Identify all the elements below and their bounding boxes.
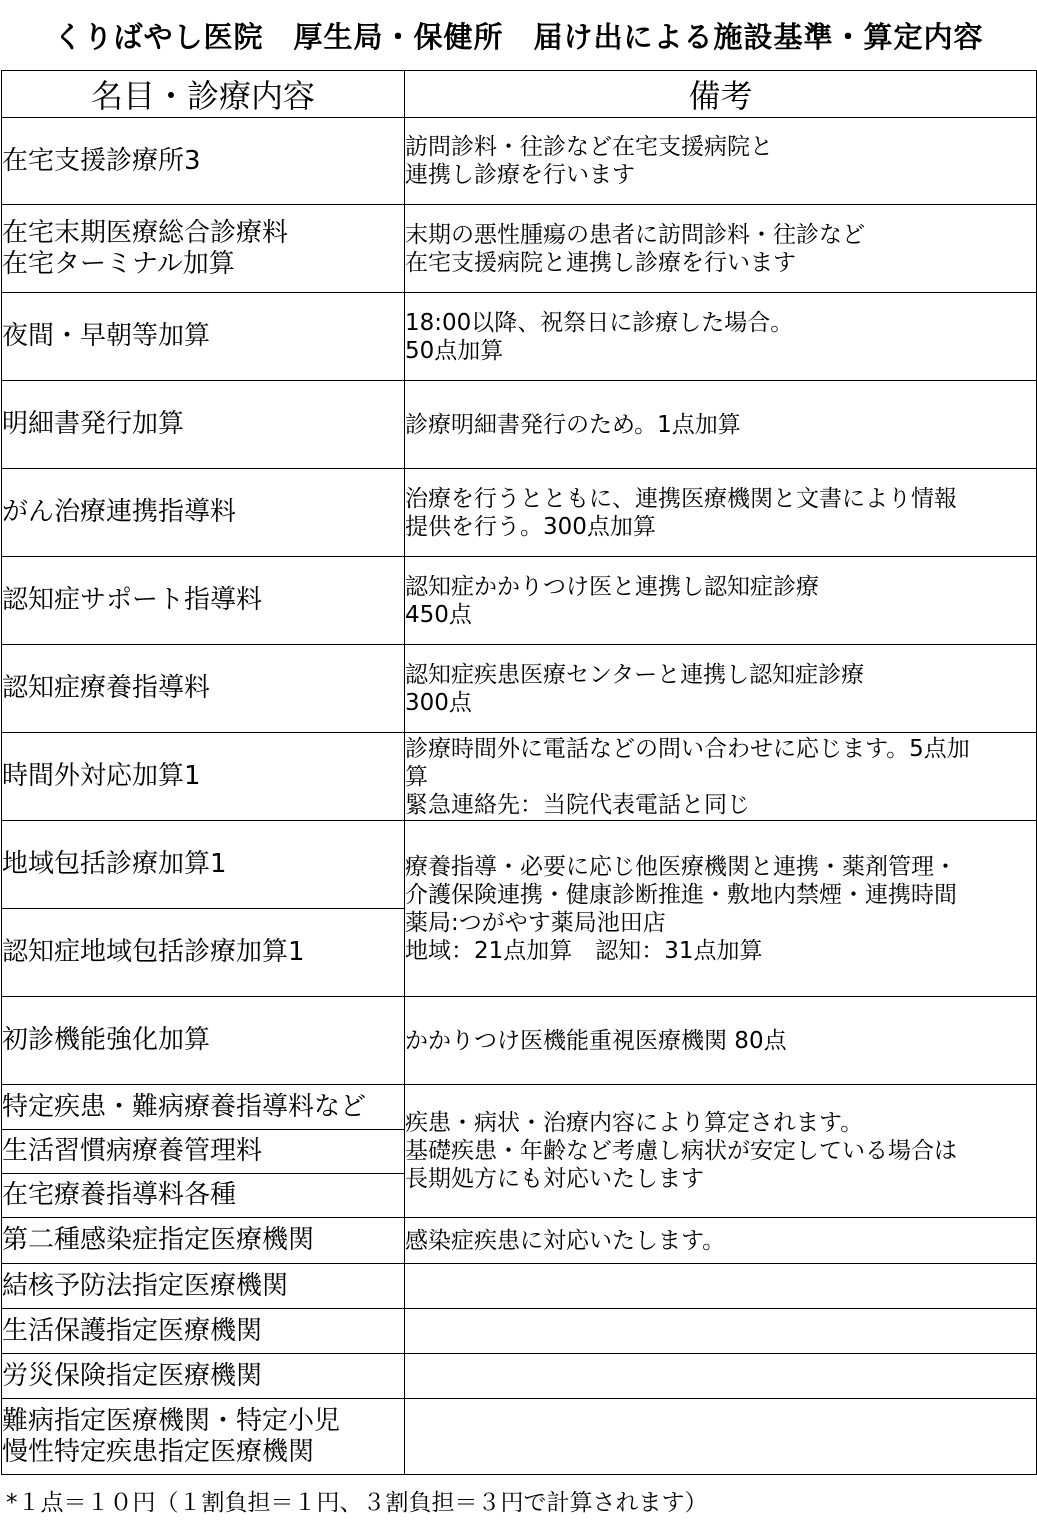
table-row — [2, 118, 1037, 205]
item-name — [2, 293, 405, 381]
item-name — [2, 821, 405, 909]
remarks-line: 診療明細書発行のため。1点加算 — [405, 411, 741, 438]
table-row — [2, 469, 1037, 557]
item-remarks — [405, 1309, 1037, 1354]
table-row — [2, 293, 1037, 381]
item-remarks — [405, 381, 1037, 469]
item-name-line: 労災保険指定医療機関 — [2, 1360, 263, 1391]
item-name — [2, 1354, 405, 1399]
remarks-line: 診療時間外に電話などの問い合わせに応じます。5点加 — [405, 735, 970, 762]
table-row — [2, 205, 1037, 293]
remarks-line: 地域：21点加算 認知：31点加算 — [405, 937, 763, 964]
item-remarks — [405, 118, 1037, 205]
item-name-line: 生活習慣病療養管理料 — [2, 1136, 263, 1166]
item-name — [2, 205, 405, 293]
item-name — [2, 1309, 405, 1354]
remarks-line: 介護保険連携・健康診断推進・敷地内禁煙・連携時間 — [405, 881, 957, 908]
table-row — [2, 1399, 1037, 1475]
item-name-line: 認知症サポート指導料 — [2, 585, 263, 615]
column-header-remarks: 備考 — [405, 71, 1037, 118]
remarks-line: 18:00以降、祝祭日に診療した場合。 — [405, 309, 794, 336]
table-row — [2, 997, 1037, 1085]
item-name-line: 特定疾患・難病療養指導料など — [2, 1091, 367, 1122]
item-name — [2, 733, 405, 821]
remarks-line: 緊急連絡先：当院代表電話と同じ — [405, 791, 750, 818]
remarks-line: 感染症疾患に対応いたします。 — [405, 1227, 726, 1254]
item-name-line: 第二種感染症指定医療機関 — [2, 1225, 315, 1255]
item-remarks — [405, 1264, 1037, 1309]
remarks-line: 基礎疾患・年齢など考慮し病状が安定している場合は — [405, 1138, 957, 1164]
item-remarks — [405, 997, 1037, 1085]
table-row — [2, 557, 1037, 645]
remarks-line: 提供を行う。300点加算 — [405, 513, 656, 540]
item-remarks — [405, 1218, 1037, 1264]
table-row — [2, 821, 1037, 909]
item-name — [2, 1174, 405, 1218]
table-row — [2, 1354, 1037, 1399]
remarks-line: かかりつけ医機能重視医療機関 80点 — [405, 1027, 787, 1054]
item-name — [2, 118, 405, 205]
table-row — [2, 1309, 1037, 1354]
remarks-line: 療養指導・必要に応じ他医療機関と連携・薬剤管理・ — [405, 853, 957, 880]
item-name — [2, 557, 405, 645]
remarks-line: 疾患・病状・治療内容により算定されます。 — [405, 1110, 864, 1136]
table-row — [2, 1264, 1037, 1309]
item-remarks — [405, 1399, 1037, 1475]
item-name-line: 結核予防法指定医療機関 — [2, 1270, 289, 1301]
item-name — [2, 1264, 405, 1309]
item-name — [2, 1130, 405, 1174]
item-name-line: 夜間・早朝等加算 — [2, 321, 211, 351]
item-name-line: 在宅ターミナル加算 — [2, 248, 235, 279]
item-remarks — [405, 469, 1037, 557]
item-name-line: 時間外対応加算1 — [2, 761, 201, 791]
item-remarks — [405, 557, 1037, 645]
item-remarks — [405, 1085, 1037, 1218]
remarks-line: 算 — [405, 763, 428, 790]
page-title: くりばやし医院 厚生局・保健所 届け出による施設基準・算定内容 — [53, 19, 984, 54]
item-name-line: 在宅支援診療所3 — [2, 145, 201, 176]
item-name — [2, 381, 405, 469]
remarks-line: 治療を行うとともに、連携医療機関と文書により情報 — [405, 485, 957, 512]
item-remarks — [405, 1354, 1037, 1399]
item-name-line: 在宅療養指導料各種 — [2, 1180, 237, 1210]
remarks-line: 長期処方にも対応いたします — [405, 1166, 704, 1192]
item-name-line: 慢性特定疾患指定医療機関 — [2, 1436, 315, 1467]
table-row — [2, 645, 1037, 733]
table-row — [2, 1085, 1037, 1130]
item-name-line: 在宅末期医療総合診療料 — [2, 217, 289, 248]
item-name — [2, 997, 405, 1085]
item-remarks — [405, 205, 1037, 293]
remarks-line: 450点 — [405, 601, 472, 628]
footnote: *１点＝１０円（１割負担＝１円、３割負担＝３円で計算されます） — [6, 1490, 708, 1516]
item-name — [2, 909, 405, 997]
remarks-line: 薬局:つがやす薬局池田店 — [405, 909, 666, 936]
item-name-line: 難病指定医療機関・特定小児 — [2, 1405, 341, 1436]
item-name-line: 明細書発行加算 — [2, 409, 185, 439]
remarks-line: 認知症かかりつけ医と連携し認知症診療 — [405, 573, 819, 600]
item-remarks — [405, 733, 1037, 821]
table-row — [2, 733, 1037, 821]
item-name — [2, 1218, 405, 1264]
item-name — [2, 1399, 405, 1475]
item-name-line: 認知症療養指導料 — [2, 673, 211, 703]
item-name — [2, 1085, 405, 1130]
table-row — [2, 1218, 1037, 1264]
facility-standards-table — [1, 70, 1037, 1475]
table-row — [2, 381, 1037, 469]
remarks-line: 在宅支援病院と連携し診療を行います — [405, 249, 796, 276]
remarks-line: 50点加算 — [405, 337, 504, 364]
item-name-line: 初診機能強化加算 — [2, 1025, 211, 1055]
remarks-line: 末期の悪性腫瘍の患者に訪問診料・往診など — [405, 221, 865, 248]
remarks-line: 認知症疾患医療センターと連携し認知症診療 — [405, 661, 865, 688]
table-header-row — [2, 71, 1037, 118]
remarks-line: 300点 — [405, 689, 472, 716]
item-name-line: 地域包括診療加算1 — [2, 849, 227, 879]
item-name — [2, 645, 405, 733]
column-header-item: 名目・診療内容 — [2, 71, 405, 118]
remarks-line: 訪問診料・往診など在宅支援病院と — [405, 134, 773, 160]
item-remarks — [405, 293, 1037, 381]
item-remarks — [405, 821, 1037, 997]
item-name-line: がん治療連携指導料 — [2, 497, 237, 527]
item-name-line: 生活保護指定医療機関 — [2, 1315, 263, 1346]
remarks-line: 連携し診療を行います — [405, 162, 635, 188]
item-name — [2, 469, 405, 557]
item-name-line: 認知症地域包括診療加算1 — [2, 937, 305, 967]
item-remarks — [405, 645, 1037, 733]
